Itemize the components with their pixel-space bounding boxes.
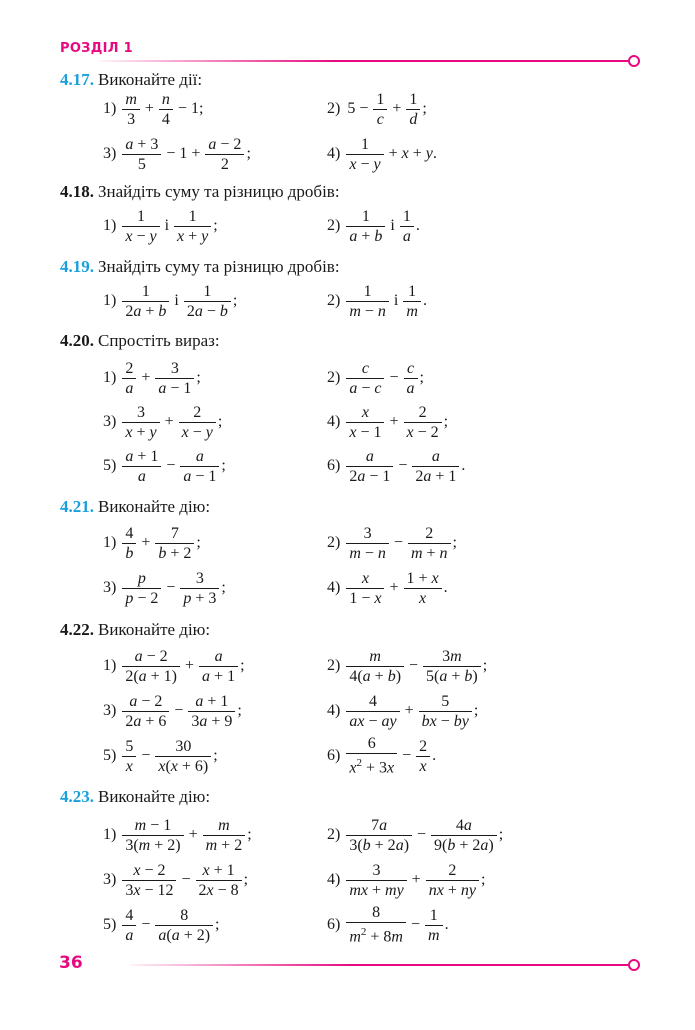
expression-item: 6) $\frac{6}{x^2 + 3x}$ − $\frac{2}{x}$ .	[327, 735, 437, 777]
exercise-4-18: 4.18. Знайдіть суму та різницю дробів:	[60, 182, 340, 201]
expression-item: 4) $\frac{4}{ax - ay}$ + $\frac{5}{bx - by}$ ;	[327, 692, 479, 730]
expression-item: 3) $\frac{a - 2}{2a + 6}$ − $\frac{a + 1}{3a + 9}$ ;	[103, 692, 242, 730]
exercise-4-22: 4.22. Виконайте дію:	[60, 620, 211, 639]
header-rule	[100, 60, 628, 62]
expression-item: 4) $\frac{x}{1 - x}$ + $\frac{1 + x}{x}$ .	[327, 569, 448, 607]
expression-item: 1) $\frac{m}{3}$ + $\frac{n}{4}$ − 1;	[103, 90, 204, 128]
expression-item: 2) $\frac{1}{m - n}$ і $\frac{1}{m}$ .	[327, 282, 427, 320]
expression-item: 2) $\frac{7a}{3(b + 2a)}$ − $\frac{4a}{9(b + 2a)}$ ;	[327, 816, 504, 854]
expression-item: 2) $\frac{m}{4(a + b)}$ − $\frac{3m}{5(a + b)}$ ;	[327, 647, 488, 685]
expression-item: 1) $\frac{2}{a}$ + $\frac{3}{a - 1}$ ;	[103, 359, 201, 397]
expression-item: 2) $\frac{1}{a + b}$ і $\frac{1}{a}$ .	[327, 207, 420, 245]
footer-rule-end-icon	[628, 959, 640, 971]
expression-item: 2) $\frac{c}{a - c}$ − $\frac{c}{a}$ ;	[327, 359, 424, 397]
header-rule-end-icon	[628, 55, 640, 67]
expression-item: 2) 5 − $\frac{1}{c}$ + $\frac{1}{d}$ ;	[327, 90, 427, 128]
exercise-4-21: 4.21. Виконайте дію:	[60, 497, 211, 516]
exercise-4-20: 4.20. Спростіть вираз:	[60, 331, 220, 350]
expression-item: 6) $\frac{a}{2a - 1}$ − $\frac{a}{2a + 1}$ .	[327, 447, 466, 485]
expression-item: 2) $\frac{3}{m - n}$ − $\frac{2}{m + n}$ ;	[327, 524, 457, 562]
exercise-number: 4.17.	[60, 70, 94, 89]
exercise-4-19: 4.19. Знайдіть суму та різницю дробів:	[60, 257, 340, 276]
footer-rule	[130, 964, 628, 966]
expression-item: 5) $\frac{5}{x}$ − $\frac{30}{x(x + 6)}$ ;	[103, 737, 218, 775]
expression-item: 3) $\frac{x - 2}{3x - 12}$ − $\frac{x + 1}{2x - 8}$ ;	[103, 861, 249, 899]
exercise-4-23: 4.23. Виконайте дію:	[60, 787, 211, 806]
expression-item: 1) $\frac{1}{x - y}$ і $\frac{1}{x + y}$ ;	[103, 207, 218, 245]
expression-item: 3) $\frac{a + 3}{5}$ − 1 + $\frac{a - 2}{2}$ ;	[103, 135, 251, 173]
expression-item: 1) $\frac{a - 2}{2(a + 1)}$ + $\frac{a}{a + 1}$ ;	[103, 647, 245, 685]
expression-item: 5) $\frac{a + 1}{a}$ − $\frac{a}{a - 1}$ ;	[103, 447, 226, 485]
expression-item: 4) $\frac{x}{x - 1}$ + $\frac{2}{x - 2}$ ;	[327, 403, 449, 441]
expression-item: 6) $\frac{8}{m^2 + 8m}$ − $\frac{1}{m}$ .	[327, 904, 449, 946]
expression-item: 3) $\frac{3}{x + y}$ + $\frac{2}{x - y}$ ;	[103, 403, 223, 441]
expression-item: 4) $\frac{3}{mx + my}$ + $\frac{2}{nx + ny}$ ;	[327, 861, 486, 899]
expression-item: 1) $\frac{4}{b}$ + $\frac{7}{b + 2}$ ;	[103, 524, 201, 562]
expression-item: 1) $\frac{m - 1}{3(m + 2)}$ + $\frac{m}{m + 2}$ ;	[103, 816, 252, 854]
page-number: 36	[59, 953, 83, 973]
section-label: РОЗДІЛ 1	[60, 41, 133, 56]
exercise-instruction: Виконайте дії:	[98, 70, 203, 89]
expression-item: 4) $\frac{1}{x - y}$ + x + y.	[327, 135, 437, 173]
expression-item: 1) $\frac{1}{2a + b}$ і $\frac{1}{2a - b}$ ;	[103, 282, 238, 320]
expression-item: 5) $\frac{4}{a}$ − $\frac{8}{a(a + 2)}$ ;	[103, 906, 220, 944]
expression-item: 3) $\frac{p}{p - 2}$ − $\frac{3}{p + 3}$ ;	[103, 569, 226, 607]
